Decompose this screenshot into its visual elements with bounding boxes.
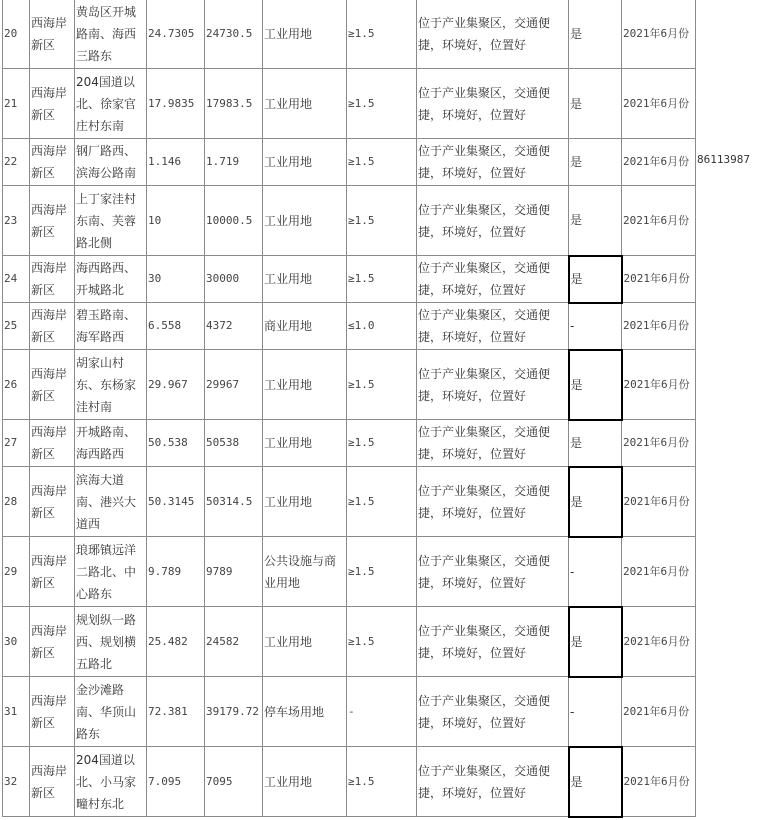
location-cell: 黄岛区开城路南、海西三路东 <box>75 0 147 69</box>
row-number-cell: 21 <box>3 69 30 139</box>
flag-cell: 是 <box>569 256 622 303</box>
table-row <box>3 186 761 256</box>
row-number-cell: 30 <box>3 607 30 677</box>
table-row <box>3 420 761 467</box>
date-cell: 2021年6月份 <box>622 69 696 139</box>
date-cell: 2021年6月份 <box>622 256 696 303</box>
row-number-cell: 20 <box>3 0 30 69</box>
flag-cell: 是 <box>569 607 622 677</box>
row-number-cell: 31 <box>3 677 30 747</box>
district-cell: 西海岸新区 <box>30 537 75 607</box>
district-cell: 西海岸新区 <box>30 467 75 537</box>
land-use-cell: 工业用地 <box>263 256 347 303</box>
land-use-cell: 工业用地 <box>263 607 347 677</box>
plot-ratio-cell: ≥1.5 <box>347 0 417 69</box>
land-use-cell: 工业用地 <box>263 0 347 69</box>
area-m2-cell: 39179.72 <box>205 677 263 747</box>
plot-ratio-cell: ≥1.5 <box>347 186 417 256</box>
date-cell: 2021年6月份 <box>622 350 696 420</box>
advantage-cell: 位于产业集聚区，交通便捷，环境好，位置好 <box>417 537 569 607</box>
row-number-cell: 28 <box>3 467 30 537</box>
flag-cell: - <box>569 303 622 350</box>
flag-cell: 是 <box>569 186 622 256</box>
table-row <box>3 69 761 139</box>
date-cell: 2021年6月份 <box>622 467 696 537</box>
land-use-cell: 工业用地 <box>263 69 347 139</box>
row-number-cell: 27 <box>3 420 30 467</box>
area-mu-cell: 25.482 <box>147 607 205 677</box>
area-m2-cell: 17983.5 <box>205 69 263 139</box>
area-mu-cell: 30 <box>147 256 205 303</box>
date-cell: 2021年6月份 <box>622 303 696 350</box>
district-cell: 西海岸新区 <box>30 69 75 139</box>
location-cell: 海西路西、开城路北 <box>75 256 147 303</box>
area-m2-cell: 24582 <box>205 607 263 677</box>
area-mu-cell: 1.146 <box>147 139 205 186</box>
date-cell: 2021年6月份 <box>622 420 696 467</box>
row-number-cell: 32 <box>3 747 30 817</box>
table-row <box>3 537 761 607</box>
plot-ratio-cell: ≥1.5 <box>347 256 417 303</box>
plot-ratio-cell: ≥1.5 <box>347 69 417 139</box>
advantage-cell: 位于产业集聚区，交通便捷，环境好，位置好 <box>417 420 569 467</box>
contact-number-cell <box>696 0 761 817</box>
area-mu-cell: 50.538 <box>147 420 205 467</box>
area-m2-cell: 1.719 <box>205 139 263 186</box>
area-mu-cell: 7.095 <box>147 747 205 817</box>
district-cell: 西海岸新区 <box>30 186 75 256</box>
plot-ratio-cell: ≥1.5 <box>347 537 417 607</box>
advantage-cell: 位于产业集聚区，交通便捷，环境好，位置好 <box>417 69 569 139</box>
location-cell: 开城路南、海西路西 <box>75 420 147 467</box>
area-m2-cell: 50314.5 <box>205 467 263 537</box>
location-cell: 金沙滩路南、华顶山路东 <box>75 677 147 747</box>
table-row <box>3 467 761 537</box>
table-row <box>3 350 761 420</box>
location-cell: 钢厂路西、滨海公路南 <box>75 139 147 186</box>
row-number-cell: 24 <box>3 256 30 303</box>
land-use-cell: 工业用地 <box>263 467 347 537</box>
land-use-cell: 工业用地 <box>263 747 347 817</box>
land-use-cell: 工业用地 <box>263 186 347 256</box>
area-m2-cell: 9789 <box>205 537 263 607</box>
table-row <box>3 677 761 747</box>
flag-cell: 是 <box>569 0 622 69</box>
location-cell: 204国道以北、徐家官庄村东南 <box>75 69 147 139</box>
table-row <box>3 0 761 69</box>
date-cell: 2021年6月份 <box>622 0 696 69</box>
district-cell: 西海岸新区 <box>30 350 75 420</box>
area-mu-cell: 24.7305 <box>147 0 205 69</box>
plot-ratio-cell: - <box>347 677 417 747</box>
advantage-cell: 位于产业集聚区，交通便捷，环境好，位置好 <box>417 303 569 350</box>
plot-ratio-cell: ≥1.5 <box>347 467 417 537</box>
district-cell: 西海岸新区 <box>30 303 75 350</box>
plot-ratio-cell: ≥1.5 <box>347 420 417 467</box>
advantage-cell: 位于产业集聚区，交通便捷，环境好，位置好 <box>417 0 569 69</box>
advantage-cell: 位于产业集聚区，交通便捷，环境好，位置好 <box>417 139 569 186</box>
flag-cell: 是 <box>569 350 622 420</box>
land-listing-table <box>2 0 761 818</box>
advantage-cell: 位于产业集聚区，交通便捷，环境好，位置好 <box>417 747 569 817</box>
row-number-cell: 29 <box>3 537 30 607</box>
plot-ratio-cell: ≤1.0 <box>347 303 417 350</box>
area-m2-cell: 50538 <box>205 420 263 467</box>
table-row <box>3 747 761 817</box>
date-cell: 2021年6月份 <box>622 607 696 677</box>
plot-ratio-cell: ≥1.5 <box>347 747 417 817</box>
advantage-cell: 位于产业集聚区，交通便捷，环境好，位置好 <box>417 186 569 256</box>
area-m2-cell: 29967 <box>205 350 263 420</box>
advantage-cell: 位于产业集聚区，交通便捷，环境好，位置好 <box>417 677 569 747</box>
table-body <box>3 0 761 817</box>
location-cell: 琅琊镇远洋二路北、中心路东 <box>75 537 147 607</box>
table-row <box>3 256 761 303</box>
advantage-cell: 位于产业集聚区，交通便捷，环境好，位置好 <box>417 350 569 420</box>
area-mu-cell: 9.789 <box>147 537 205 607</box>
date-cell: 2021年6月份 <box>622 747 696 817</box>
flag-cell: 是 <box>569 747 622 817</box>
flag-cell: 是 <box>569 420 622 467</box>
date-cell: 2021年6月份 <box>622 186 696 256</box>
location-cell: 上丁家洼村东南、芙蓉路北侧 <box>75 186 147 256</box>
location-cell: 规划纵一路西、规划横五路北 <box>75 607 147 677</box>
area-m2-cell: 30000 <box>205 256 263 303</box>
row-number-cell: 26 <box>3 350 30 420</box>
flag-cell: 是 <box>569 69 622 139</box>
area-mu-cell: 10 <box>147 186 205 256</box>
area-mu-cell: 50.3145 <box>147 467 205 537</box>
district-cell: 西海岸新区 <box>30 747 75 817</box>
land-use-cell: 工业用地 <box>263 139 347 186</box>
district-cell: 西海岸新区 <box>30 0 75 69</box>
flag-cell: - <box>569 677 622 747</box>
location-cell: 滨海大道南、港兴大道西 <box>75 467 147 537</box>
district-cell: 西海岸新区 <box>30 607 75 677</box>
date-cell: 2021年6月份 <box>622 677 696 747</box>
area-m2-cell: 4372 <box>205 303 263 350</box>
table-row <box>3 139 761 186</box>
land-use-cell: 工业用地 <box>263 420 347 467</box>
area-mu-cell: 72.381 <box>147 677 205 747</box>
contact-number: 86113987 <box>697 152 750 166</box>
date-cell: 2021年6月份 <box>622 537 696 607</box>
location-cell: 胡家山村东、东杨家洼村南 <box>75 350 147 420</box>
date-cell: 2021年6月份 <box>622 139 696 186</box>
land-use-cell: 停车场用地 <box>263 677 347 747</box>
row-number-cell: 22 <box>3 139 30 186</box>
area-m2-cell: 7095 <box>205 747 263 817</box>
location-cell: 碧玉路南、海军路西 <box>75 303 147 350</box>
advantage-cell: 位于产业集聚区，交通便捷，环境好，位置好 <box>417 256 569 303</box>
land-use-cell: 商业用地 <box>263 303 347 350</box>
advantage-cell: 位于产业集聚区，交通便捷，环境好，位置好 <box>417 467 569 537</box>
plot-ratio-cell: ≥1.5 <box>347 139 417 186</box>
table-row <box>3 607 761 677</box>
area-m2-cell: 10000.5 <box>205 186 263 256</box>
land-use-cell: 公共设施与商业用地 <box>263 537 347 607</box>
plot-ratio-cell: ≥1.5 <box>347 607 417 677</box>
area-mu-cell: 29.967 <box>147 350 205 420</box>
table-row <box>3 303 761 350</box>
location-cell: 204国道以北、小马家疃村东北 <box>75 747 147 817</box>
flag-cell: - <box>569 537 622 607</box>
row-number-cell: 25 <box>3 303 30 350</box>
district-cell: 西海岸新区 <box>30 677 75 747</box>
area-m2-cell: 24730.5 <box>205 0 263 69</box>
plot-ratio-cell: ≥1.5 <box>347 350 417 420</box>
area-mu-cell: 6.558 <box>147 303 205 350</box>
district-cell: 西海岸新区 <box>30 256 75 303</box>
row-number-cell: 23 <box>3 186 30 256</box>
area-mu-cell: 17.9835 <box>147 69 205 139</box>
district-cell: 西海岸新区 <box>30 420 75 467</box>
land-use-cell: 工业用地 <box>263 350 347 420</box>
advantage-cell: 位于产业集聚区，交通便捷，环境好，位置好 <box>417 607 569 677</box>
flag-cell: 是 <box>569 139 622 186</box>
flag-cell: 是 <box>569 467 622 537</box>
district-cell: 西海岸新区 <box>30 139 75 186</box>
